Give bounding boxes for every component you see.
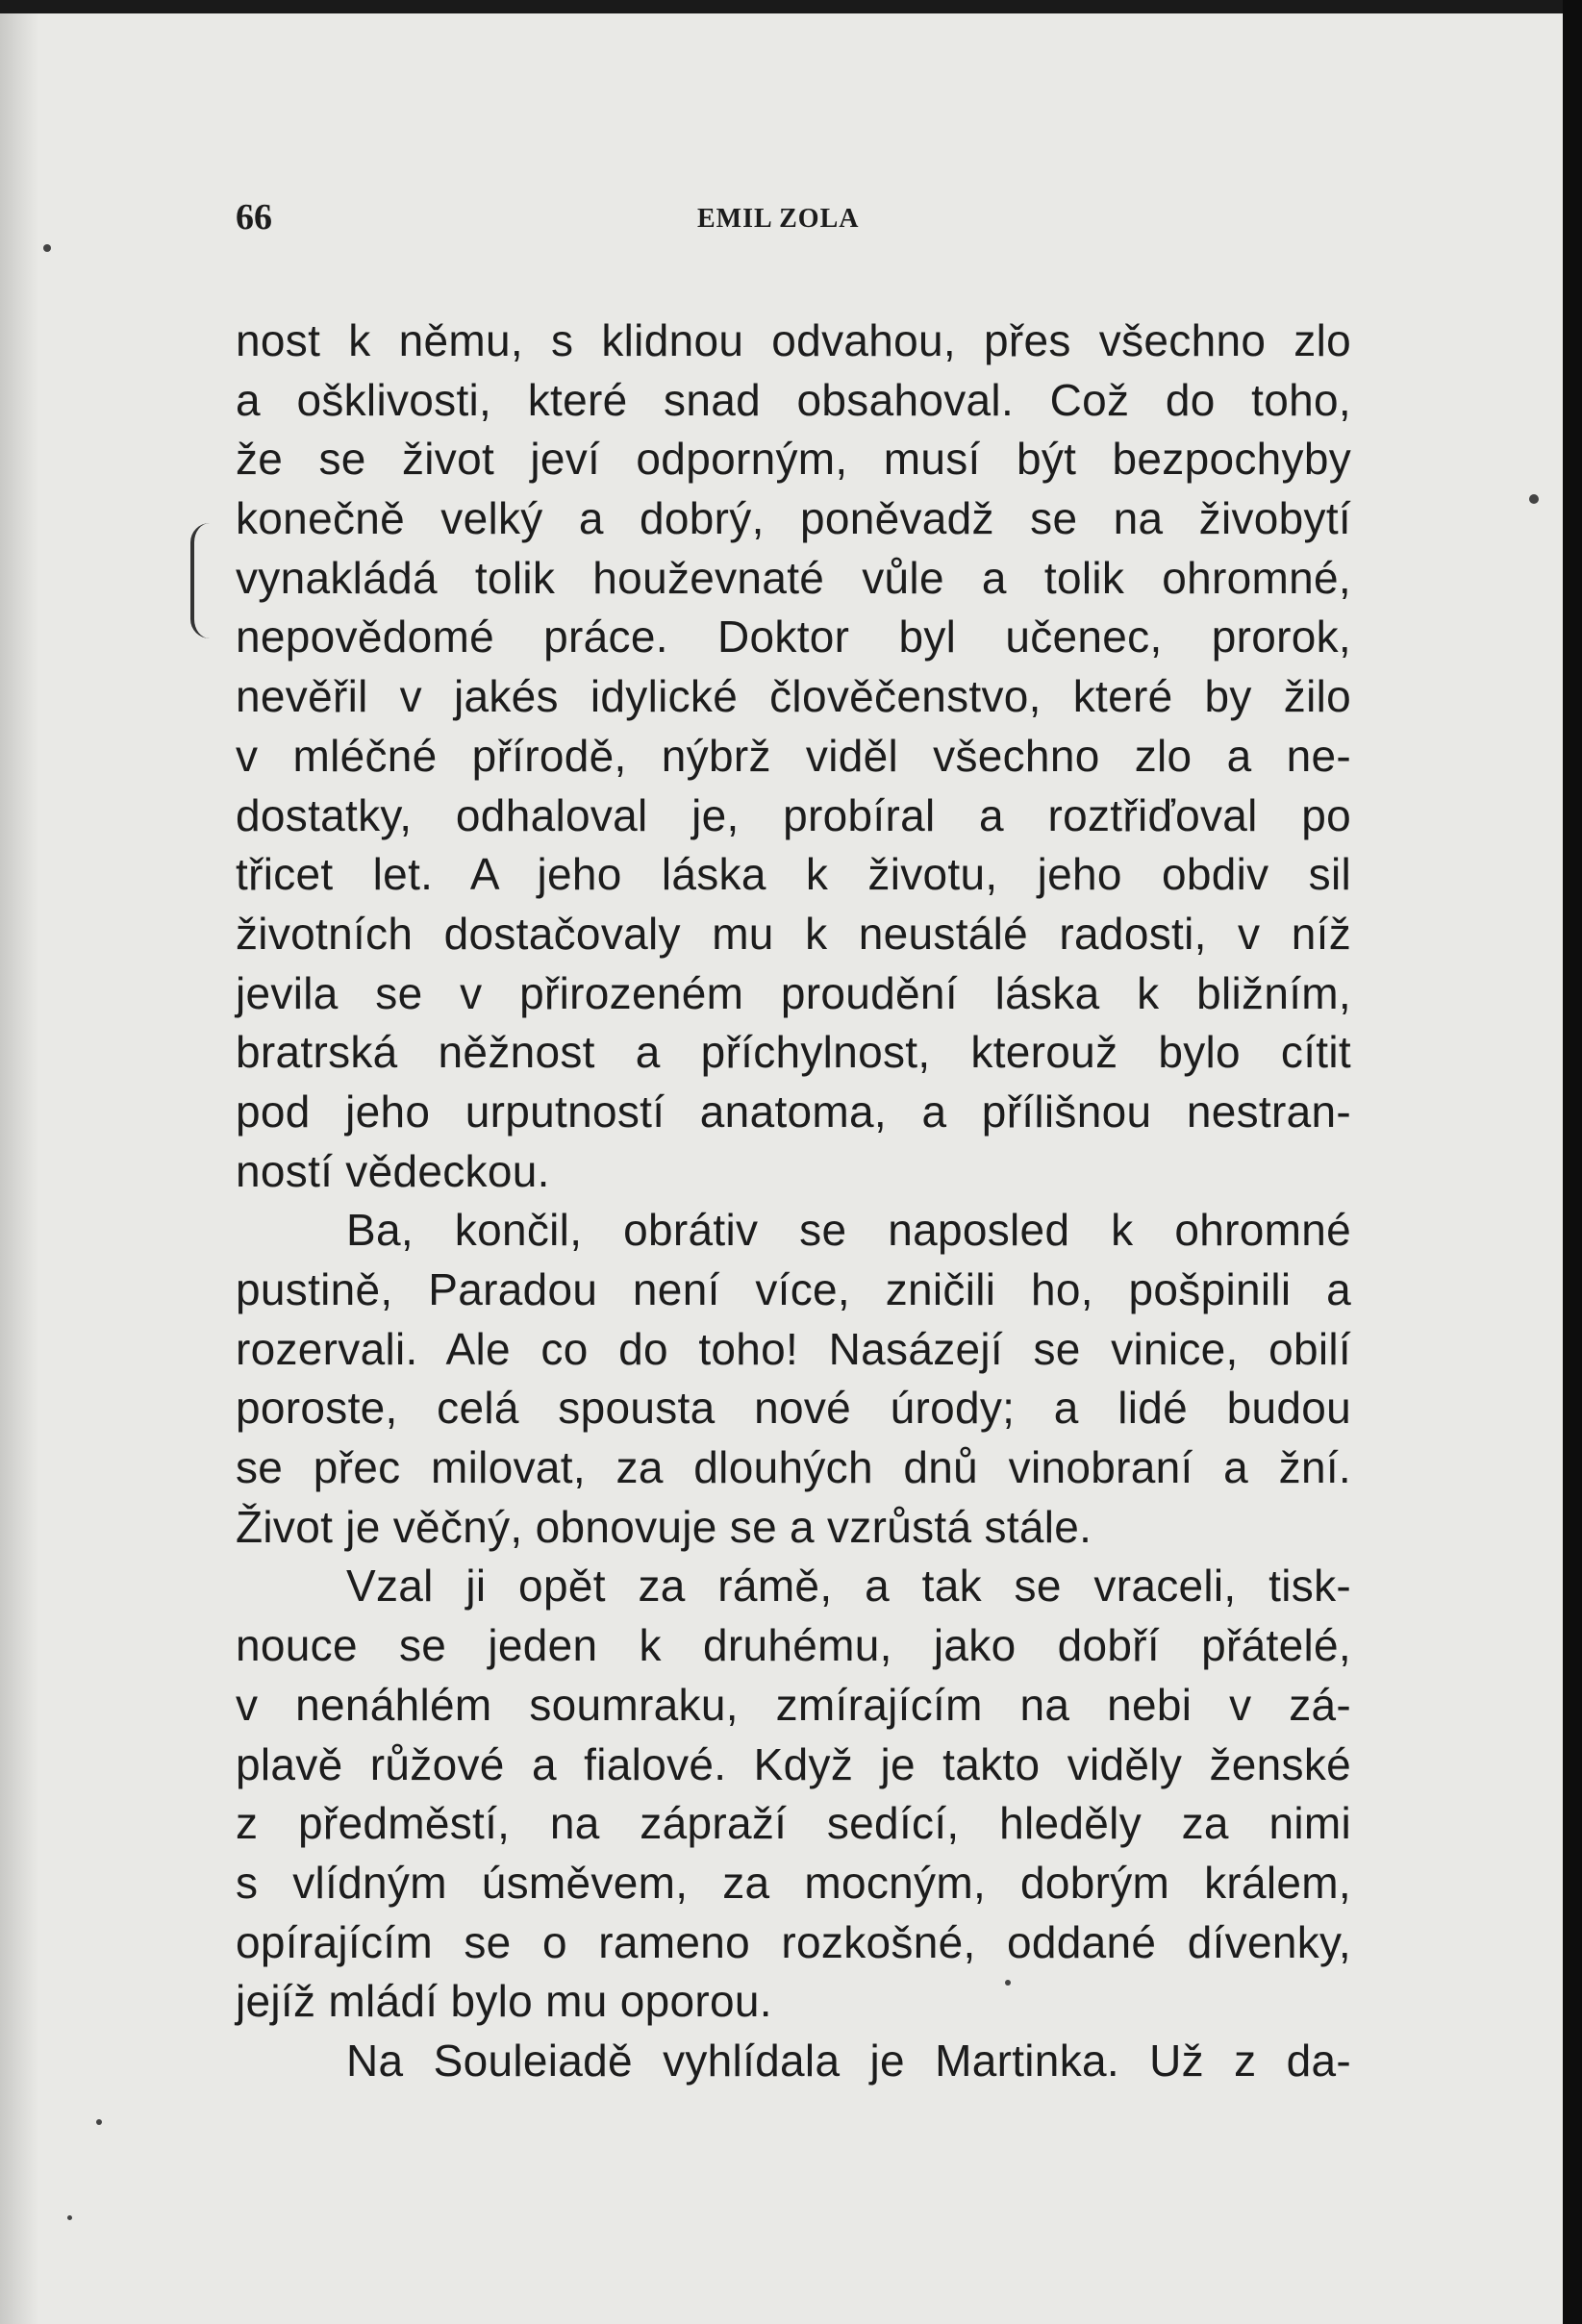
text-line: Vzal ji opět za rámě, a tak se vraceli, tisk- (346, 1561, 1351, 1612)
text-line: Ba, končil, obrátiv se naposled k ohromné (346, 1205, 1351, 1256)
running-title: EMIL ZOLA (697, 204, 860, 234)
scan-speck (43, 244, 51, 252)
page-number: 66 (236, 197, 272, 237)
text-line: a ošklivosti, které snad obsahoval. Což do toho, (236, 374, 1351, 425)
text-line: pod jeho urputností anatoma, a přílišnou nestran- (236, 1086, 1351, 1137)
text-line: poroste, celá spousta nové úrody; a lidé budou (236, 1383, 1351, 1434)
scan-right-border (1563, 0, 1582, 2324)
body-text (236, 312, 1351, 2091)
text-line: bratrská něžnost a příchylnost, kterouž bylo cítit (236, 1027, 1351, 1078)
text-line: životních dostačovaly mu k neustálé radosti, v níž (236, 908, 1351, 959)
text-line: ností vědeckou. (236, 1145, 550, 1196)
text-line: jejíž mládí bylo mu oporou. (236, 1976, 772, 2027)
scan-speck (67, 2215, 72, 2220)
text-line: vynakládá tolik houževnaté vůle a tolik ohromné, (236, 552, 1351, 603)
text-line: dostatky, odhaloval je, probíral a roztřiďoval po (236, 789, 1351, 840)
text-line: v mléčné přírodě, nýbrž viděl všechno zlo a ne- (236, 730, 1351, 781)
text-line: Život je věčný, obnovuje se a vzrůstá stále. (236, 1501, 1092, 1552)
text-line: se přec milovat, za dlouhých dnů vinobraní a žní. (236, 1442, 1351, 1493)
text-line: z předměstí, na zápraží sedící, hleděly za nimi (236, 1798, 1351, 1849)
text-line: pustině, Paradou není více, zničili ho, pošpinili a (236, 1264, 1351, 1314)
text-line: v nenáhlém soumraku, zmírajícím na nebi v zá- (236, 1679, 1351, 1730)
text-line: rozervali. Ale co do toho! Nasázejí se vinice, obilí (236, 1323, 1351, 1374)
page-header (236, 196, 1351, 244)
scan-speck (1005, 1980, 1011, 1986)
text-line: nouce se jeden k druhému, jako dobří přátelé, (236, 1620, 1351, 1671)
text-line: Na Souleiadě vyhlídala je Martinka. Už z da- (346, 2035, 1351, 2086)
text-line: konečně velký a dobrý, poněvadž se na živobytí (236, 493, 1351, 544)
text-line: nepovědomé práce. Doktor byl učenec, prorok, (236, 612, 1351, 662)
scan-top-border (0, 0, 1582, 13)
text-line: opírajícím se o rameno rozkošné, oddané dívenky, (236, 1916, 1351, 1967)
text-line: třicet let. A jeho láska k životu, jeho obdiv sil (236, 849, 1351, 900)
book-page (0, 13, 1563, 2324)
text-line: nevěřil v jakés idylické člověčenstvo, které by žilo (236, 671, 1351, 722)
text-line: že se život jeví odporným, musí být bezpochyby (236, 434, 1351, 485)
scan-speck (1529, 494, 1539, 504)
text-line: plavě růžové a fialové. Když je takto viděly ženské (236, 1738, 1351, 1789)
scan-speck (96, 2119, 102, 2125)
text-line: nost k němu, s klidnou odvahou, přes všechno zlo (236, 315, 1351, 365)
text-line: s vlídným úsměvem, za mocným, dobrým králem, (236, 1857, 1351, 1908)
text-line: jevila se v přirozeném proudění láska k bližním, (236, 967, 1351, 1018)
margin-bracket-mark (190, 523, 212, 638)
